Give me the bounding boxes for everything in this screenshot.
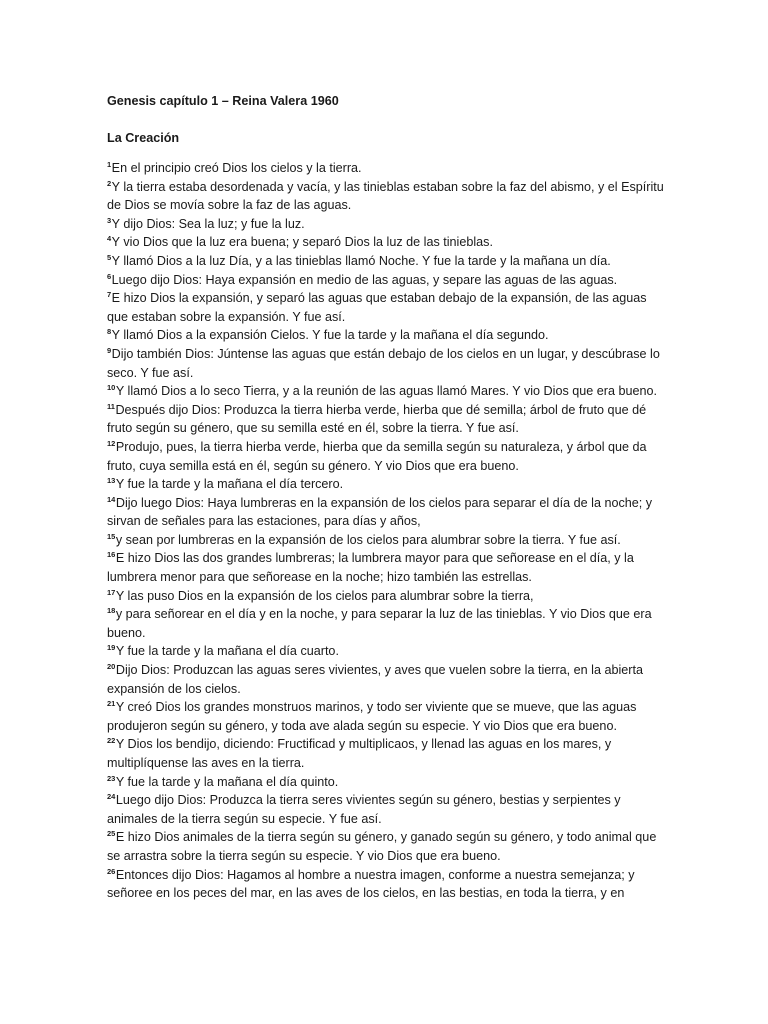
verse-text: Entonces dijo Dios: Hagamos al hombre a nuestra imagen, conforme a nuestra semejanza; y señoree en los peces del mar, en las aves de los cielos, en las bestias, en toda la tierra, y en [107,867,635,901]
verse-number: 22 [107,736,116,746]
verse-text: Y dijo Dios: Sea la luz; y fue la luz. [111,216,305,231]
verse-number: 9 [107,345,112,355]
verse-25 [107,828,668,865]
verse-13 [107,475,668,494]
verse-number: 4 [107,234,112,244]
verse-number: 14 [107,494,116,504]
verse-text: Y fue la tarde y la mañana el día cuarto. [115,644,339,659]
verse-text: Y llamó Dios a lo seco Tierra, y a la reunión de las aguas llamó Mares. Y vio Dios que era bueno. [115,384,657,399]
verse-text: y para señorear en el día y en la noche, y para separar la luz de las tinieblas. Y vio Dios que era bueno. [107,607,652,640]
verse-number: 8 [107,327,112,337]
verse-text: Y Dios los bendijo, diciendo: Fructificad y multiplicaos, y llenad las aguas en los mares, y multiplíquense las aves en la tierra. [107,737,612,770]
verse-23 [107,773,668,792]
verse-16 [107,549,668,586]
document-title: Genesis capítulo 1 – Reina Valera 1960 [107,94,339,108]
verse-11 [107,401,668,438]
verse-text: Y llamó Dios a la expansión Cielos. Y fue la tarde y la mañana el día segundo. [111,328,549,343]
verse-18 [107,605,668,642]
verse-text: Dijo Dios: Produzcan las aguas seres vivientes, y aves que vuelen sobre la tierra, en la abierta expansión de los cielos. [107,663,643,696]
verse-text: Luego dijo Dios: Haya expansión en medio de las aguas, y separe las aguas de las aguas. [111,272,618,287]
verse-text: E hizo Dios las dos grandes lumbreras; la lumbrera mayor para que señorease en el día, y la lumbrera menor para que señorease en la noche; hizo también las estrellas. [107,551,634,585]
verse-number: 21 [107,699,116,709]
verse-text: E hizo Dios animales de la tierra según su género, y ganado según su género, y todo animal que se arrastra sobre la tierra según su especie. Y vio Dios que era bueno. [107,830,657,863]
verse-text: Y las puso Dios en la expansión de los cielos para alumbrar sobre la tierra, [115,588,534,603]
verse-9 [107,345,668,382]
verse-14 [107,494,668,531]
verse-8 [107,326,668,345]
verse-text: Produjo, pues, la tierra hierba verde, hierba que da semilla según su naturaleza, y árbol que da fruto, cuya semilla está en él, según su género. Y vio Dios que era bueno. [107,439,647,473]
verse-3 [107,215,668,234]
verse-text: Y llamó Dios a la luz Día, y a las tinieblas llamó Noche. Y fue la tarde y la mañana un día. [111,253,611,268]
verse-number: 7 [107,290,112,300]
verse-number: 23 [107,773,116,783]
verse-number: 19 [107,643,116,653]
verse-text: Y vio Dios que la luz era buena; y separó Dios la luz de las tinieblas. [111,235,493,250]
verse-10 [107,382,668,401]
section-title: La Creación [107,131,180,145]
verse-text: Dijo también Dios: Júntense las aguas que están debajo de los cielos en un lugar, y descúbrase lo seco. Y fue así. [107,346,660,380]
verse-text: Y creó Dios los grandes monstruos marinos, y todo ser viviente que se mueve, que las aguas produjeron según su género, y toda ave alada según su especie. Y vio Dios que era bueno. [107,700,637,733]
verse-7 [107,289,668,326]
verse-6 [107,271,668,290]
verse-4 [107,233,668,252]
verse-2 [107,178,668,215]
verse-19 [107,642,668,661]
verse-text: Y la tierra estaba desordenada y vacía, y las tinieblas estaban sobre la faz del abismo, y el Espíritu de Dios se movía sobre la faz de las aguas. [107,179,664,213]
verse-number: 13 [107,476,116,486]
verse-17 [107,587,668,606]
verse-20 [107,661,668,698]
verse-list [107,159,668,903]
verse-number: 10 [107,383,116,393]
verse-text: Después dijo Dios: Produzca la tierra hierba verde, hierba que dé semilla; árbol de fruto que dé fruto según su género, que su semilla esté en él, sobre la tierra. Y fue así. [107,402,647,436]
verse-number: 1 [107,160,112,169]
verse-number: 15 [107,531,116,541]
verse-number: 26 [107,866,116,876]
verse-text: y sean por lumbreras en la expansión de los cielos para alumbrar sobre la tierra. Y fue así. [115,532,621,547]
verse-number: 3 [107,215,112,225]
verse-5 [107,252,668,271]
verse-number: 20 [107,662,116,672]
verse-text: En el principio creó Dios los cielos y la tierra. [111,161,362,175]
verse-12 [107,438,668,475]
verse-number: 25 [107,829,116,839]
verse-text: E hizo Dios la expansión, y separó las aguas que estaban debajo de la expansión, de las aguas que estaban sobre la expansión. Y fue así. [107,291,647,324]
verse-number: 18 [107,606,116,616]
verse-number: 16 [107,550,116,560]
verse-1 [107,159,668,178]
verse-number: 5 [107,252,112,262]
verse-text: Y fue la tarde y la mañana el día quinto. [115,774,339,789]
verse-text: Dijo luego Dios: Haya lumbreras en la expansión de los cielos para separar el día de la noche; y sirvan de señales para las estaciones, para días y años, [107,495,653,529]
verse-24 [107,791,668,828]
verse-number: 11 [107,401,115,411]
verse-number: 17 [107,587,116,597]
verse-22 [107,735,668,772]
verse-text: Y fue la tarde y la mañana el día tercero. [115,477,344,492]
verse-26 [107,866,668,903]
verse-number: 6 [107,271,112,281]
verse-text: Luego dijo Dios: Produzca la tierra seres vivientes según su género, bestias y serpientes y animales de la tierra según su especie. Y fue así. [107,793,621,826]
verse-15 [107,531,668,550]
verse-number: 12 [107,438,116,448]
verse-number: 24 [107,792,116,802]
verse-number: 2 [107,178,112,188]
verse-21 [107,698,668,735]
